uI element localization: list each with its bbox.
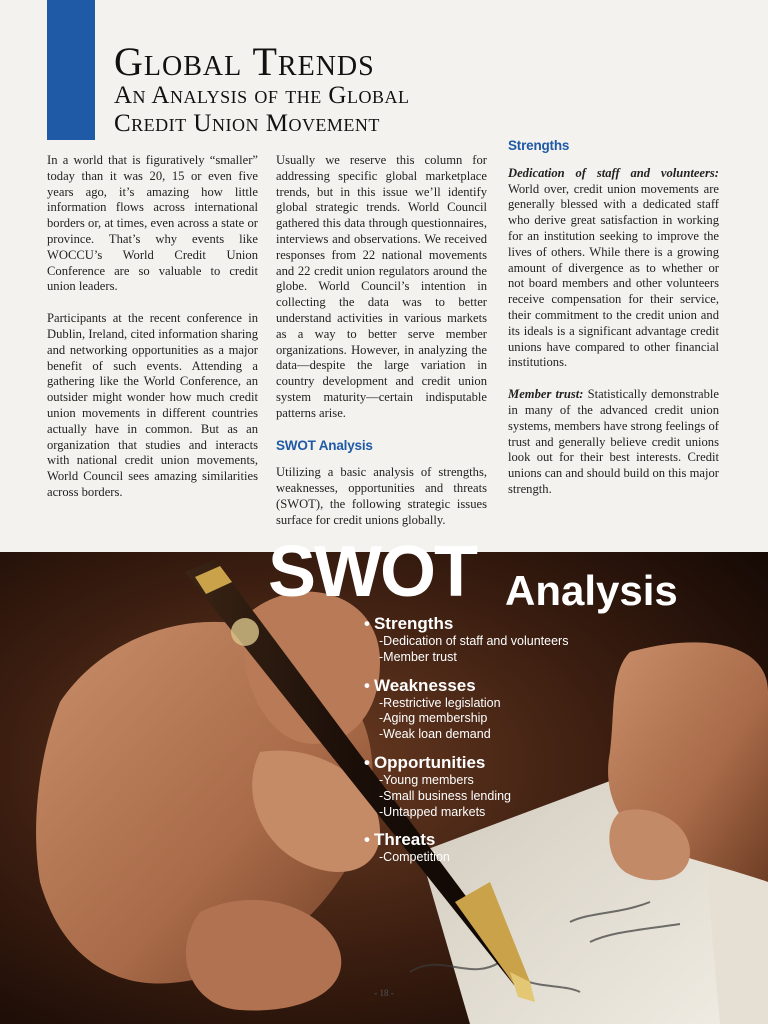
paragraph (508, 387, 719, 498)
swot-group-title-text: Threats (373, 830, 436, 850)
paragraph-text: World over, credit union movements are generally blessed with a dedicated staff who derive great satisfaction in working for an institution seeking to improve the lives of others. While there is a growing amount of divergence as to whether or not board members and other volunteers receive compensation for their service, their commitment to the credit union and its ideals is a significant advantage credit unions have compared to other financial institutions. (508, 181, 719, 370)
swot-group-title (364, 614, 664, 634)
swot-group-weaknesses (364, 676, 664, 743)
bullet-icon: • (364, 614, 370, 633)
bullet-icon: • (364, 675, 370, 695)
section-heading-strengths: Strengths (508, 138, 570, 153)
swot-item: -Small business lending (379, 788, 512, 803)
page-number: - 18 - (374, 988, 394, 998)
swot-item: -Aging membership (379, 711, 488, 726)
subtitle-line-1: An Analysis of the Global (114, 82, 410, 109)
swot-group-opportunities (364, 753, 664, 820)
analysis-title-word: Analysis (505, 567, 678, 614)
swot-item: -Young members (379, 772, 474, 787)
article-column-3 (508, 138, 719, 514)
swot-group-strengths (364, 614, 664, 666)
section-heading-swot-analysis: SWOT Analysis (276, 437, 373, 453)
swot-item: -Dedication of staff and volunteers (379, 634, 569, 648)
article-column-2 (276, 153, 487, 545)
swot-group-title-text: Strengths (373, 614, 454, 633)
paragraph: Usually we reserve this column for addressing specific global marketplace trends, but in this issue we’ll identify global strategic trends. World Council gathered this data through questionnaires, interviews and observations. We received responses from 22 national movements and 22 credit union regulators around the globe. World Council’s intention in collecting the data was to better understand activities in various markets as a way to better serve member organizations. However, in analyzing the data—despite the large variation in country development and credit union system maturity—certain indisputable patterns arise. (276, 153, 487, 420)
paragraph-lead: Member trust: (508, 387, 584, 402)
swot-list (364, 614, 664, 876)
swot-item: -Untapped markets (379, 804, 486, 819)
swot-group-threats (364, 830, 664, 866)
paragraph (508, 166, 719, 371)
paragraph: Utilizing a basic analysis of strengths, weaknesses, opportunities and threats (SWOT), the following strategic issues surface for credit unions globally. (276, 465, 487, 527)
subtitle-line-2: Credit Union Movement (114, 110, 380, 137)
swot-group-title (364, 676, 664, 696)
bullet-icon: • (364, 830, 370, 850)
header-accent-bar (47, 0, 95, 140)
swot-group-title-text: Weaknesses (373, 675, 476, 695)
swot-item: -Member trust (379, 649, 457, 664)
paragraph-lead: Dedication of staff and volunteers: (508, 165, 719, 180)
page-subtitle (114, 82, 409, 138)
swot-group-title (364, 830, 664, 850)
swot-item: -Restrictive legislation (379, 695, 501, 710)
paragraph: In a world that is figuratively “smaller” today than it was 20, 15 or even five years ago, it’s amazing how little information flows across international borders or, at times, even across a state or province. That’s why events like WOCCU’s World Credit Union Conference are so valuable to credit union leaders. (47, 153, 258, 294)
article-column-1 (47, 153, 258, 517)
swot-item: -Competition (379, 850, 450, 865)
swot-group-title (364, 753, 664, 773)
paragraph: Participants at the recent conference in Dublin, Ireland, cited information sharing and networking opportunities as a major benefit of such events. Attending a gathering like the World Conference, an outsider might wonder how much credit union movements in different countries actually have in common. But as an organization that studies and interacts with national credit union movements, World Council sees amazing similarities across borders. (47, 311, 258, 499)
swot-item: -Weak loan demand (379, 727, 491, 742)
paragraph-text: Statistically demonstrable in many of the advanced credit union systems, members have strong feelings of trust and generally believe credit unions look out for their best interests. Credit unions can and should build on this major strength. (508, 387, 719, 496)
page-title: Global Trends (114, 39, 375, 84)
bullet-icon: • (364, 752, 370, 772)
swot-group-title-text: Opportunities (373, 752, 486, 772)
swot-title-word: SWOT (268, 532, 476, 612)
